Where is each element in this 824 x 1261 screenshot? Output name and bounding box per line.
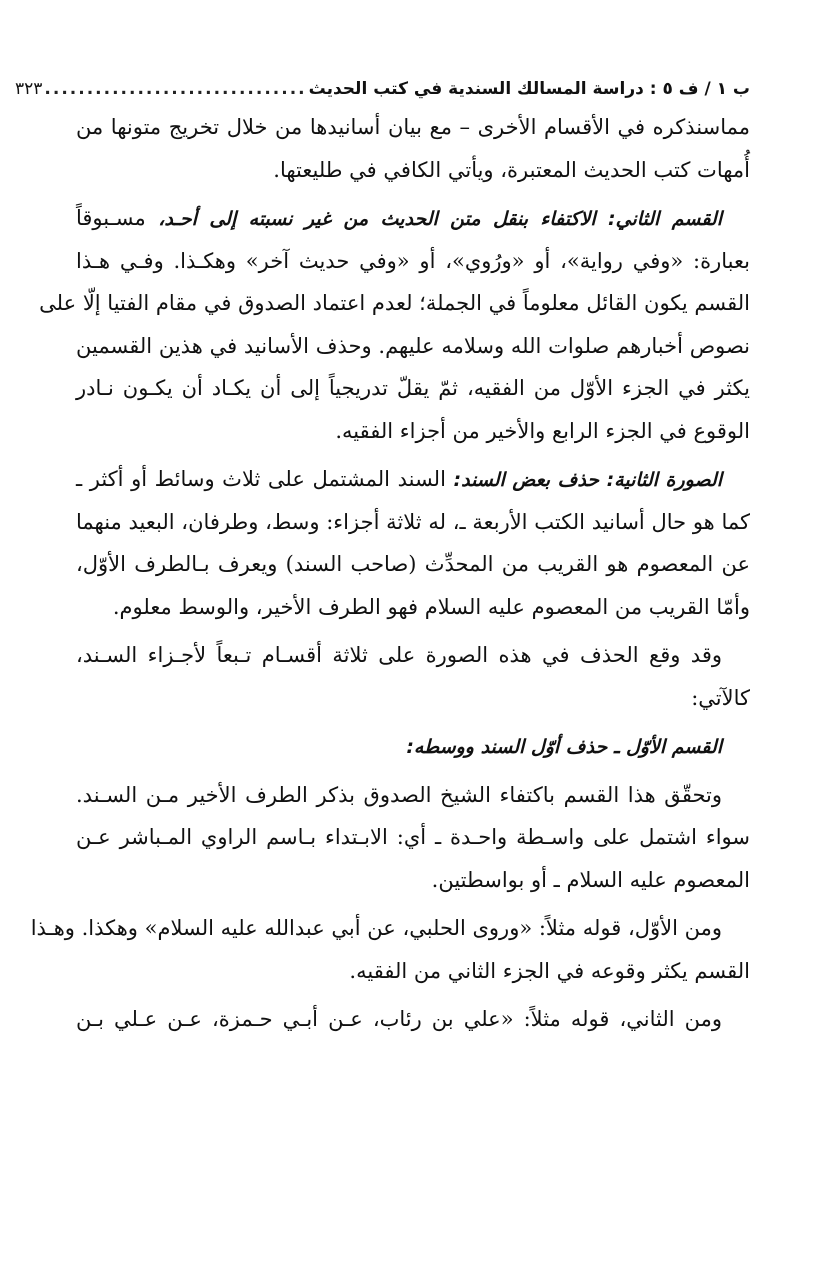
text-line [76,458,750,501]
line-text: وتحقّق هذا القسم باكتفاء الشيخ الصدوق بذكر الطرف الأخير مـن السـند. [76,782,722,807]
line-text: سواء اشتمل على واسـطة واحـدة ـ أي: الابـتداء بـاسم الراوي المـباشر عـن [76,825,750,849]
line-text: القسم يكون القائل معلوماً في الجملة؛ لعدم اعتماد الصدوق في مقام الفتيا إلّا على [39,291,750,315]
paragraph [76,774,750,902]
paragraph [76,998,750,1041]
line-text: ومن الثاني، قوله مثلاً: «علي بن رئاب، عـن أبـي حـمزة، عـن عـلي بـن [76,1007,722,1031]
text-line [76,240,750,283]
text-line [76,998,750,1041]
line-text: بعبارة: «وفي رواية»، أو «ورُوي»، أو «وفي حديث آخر» وهكـذا. وفـي هـذا [76,248,750,273]
text-line [76,774,750,817]
paragraph [30,907,750,992]
text-line [76,106,750,149]
paragraph [76,725,750,768]
text-line [76,859,750,902]
text-line [76,367,750,410]
section-heading: القسم الأوّل ـ حذف أوّل السند ووسطه: [406,736,722,758]
line-text: كالآتي: [691,685,750,710]
line-text: القسم يكثر وقوعه في الجزء الثاني من الفقيه. [349,958,750,983]
line-text: الوقوع في الجزء الرابع والأخير من أجزاء الفقيه. [335,418,750,443]
text-line [76,543,750,586]
line-text: نصوص أخبارهم صلوات الله وسلامه عليهم. وحذف الأسانيد في هذين القسمين [76,333,750,358]
line-text: يكثر في الجزء الأوّل من الفقيه، ثمّ يقلّ تدريجياً إلى أن يكـاد أن يكـون نـادر [76,376,750,400]
text-line [39,282,750,325]
running-header [15,72,750,106]
text-line [76,950,750,993]
text-line [76,725,750,768]
text-line [76,677,750,720]
line-text: مسـبوقاً [76,206,159,230]
text-line [30,907,750,950]
line-text: أُمهات كتب الحديث المعتبرة، ويأتي الكافي في طليعتها. [273,157,750,182]
line-text: وأمّا القريب من المعصوم عليه السلام فهو الطرف الأخير، والوسط معلوم. [112,594,750,619]
section-heading: الصورة الثانية: حذف بعض السند: [453,469,722,491]
text-line [76,149,750,192]
text-line [76,501,750,544]
leader-dots: ............................... [44,79,307,99]
page [15,72,750,1047]
line-text: عن المعصوم هو القريب من المحدِّث (صاحب السند) ويعرف بـالطرف الأوّل، [76,552,750,576]
line-text: المعصوم عليه السلام ـ أو بواسطتين. [431,867,750,892]
line-text: كما هو حال أسانيد الكتب الأربعة ـ، له ثلاثة أجزاء: وسط، وطرفان، البعيد منهما [76,509,750,534]
text-line [76,325,750,368]
line-text: السند المشتمل على ثلاث وسائط أو أكثر ـ [76,467,454,491]
text-line [76,816,750,859]
line-text: ومن الأوّل، قوله مثلاً: «وروى الحلبي، عن أبي عبدالله عليه السلام» وهكذا. وهـذا [30,916,722,940]
paragraph [76,458,750,628]
paragraph [76,634,750,719]
chapter-title: ب ١ / ف ٥ : دراسة المسالك السندية في كتب الحديث [308,79,750,99]
page-number: ٣٢٣ [15,79,43,99]
text-line [76,634,750,677]
line-text: مماسنذكره في الأقسام الأخرى – مع بيان أسانيدها من خلال تخريج متونها من [76,115,750,139]
section-heading: القسم الثاني: الاكتفاء بنقل متن الحديث من غير نسبته إلى أحـد، [158,208,722,230]
paragraph [39,197,750,452]
line-text: وقد وقع الحذف في هذه الصورة على ثلاثة أقسـام تـبعاً لأجـزاء السـند، [76,643,722,667]
paragraph [76,106,750,191]
text-line [76,410,750,453]
text-line [76,586,750,629]
body-text [30,106,750,1047]
text-line [76,197,750,240]
